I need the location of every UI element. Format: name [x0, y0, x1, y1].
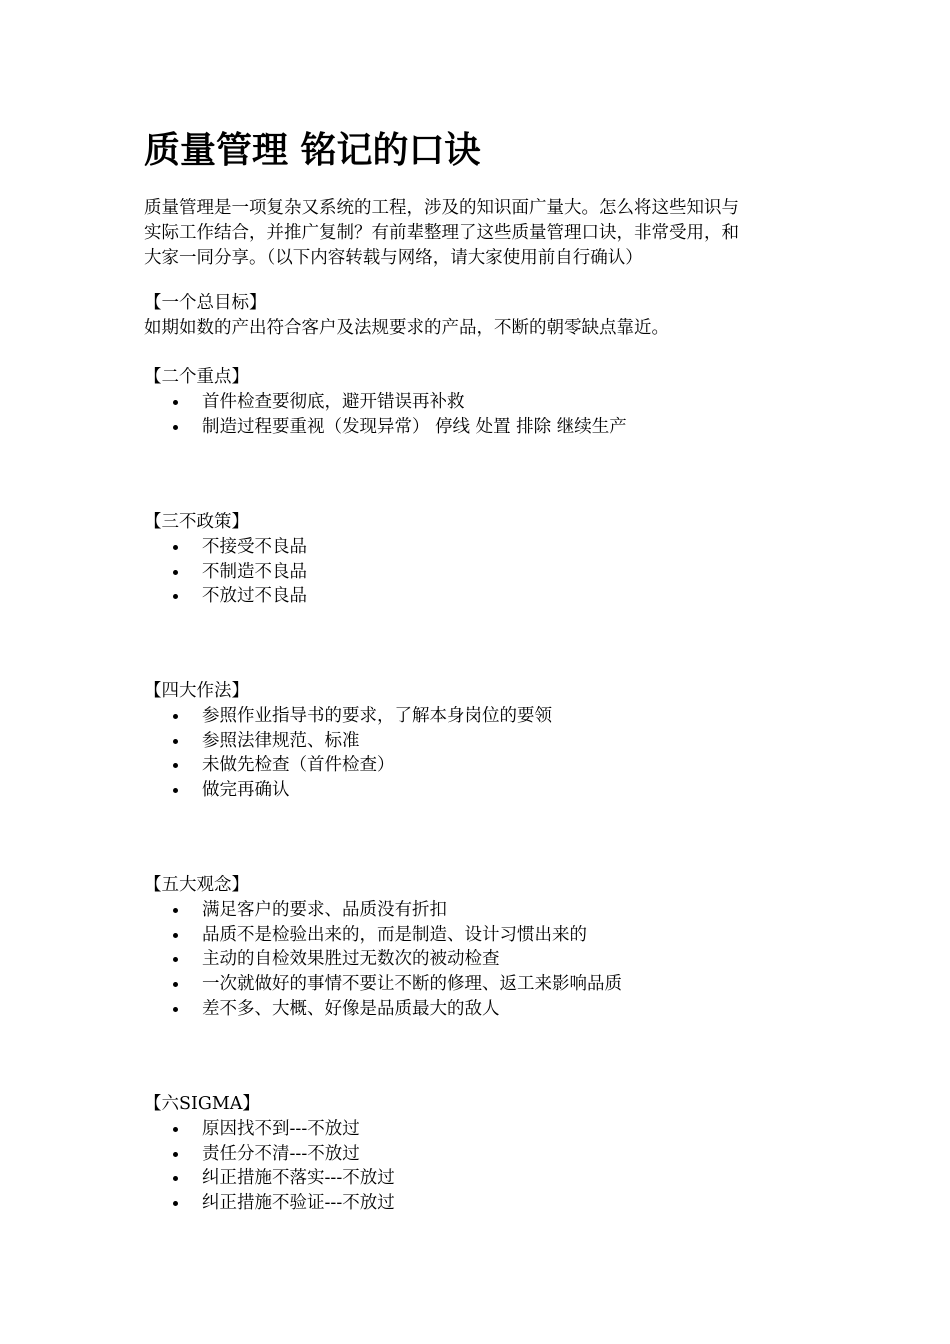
- bullet-icon: [173, 739, 178, 744]
- bullet-icon: [173, 570, 178, 575]
- bullet-icon: [173, 425, 178, 430]
- list-item: [144, 1117, 824, 1142]
- bullet-icon: [173, 908, 178, 913]
- list-item-text: 制造过程要重视（发现异常） 停线 处置 排除 继续生产: [202, 416, 627, 437]
- list-item-text: 不制造不良品: [202, 561, 307, 582]
- bullet-icon: [173, 1152, 178, 1157]
- bullet-icon: [173, 545, 178, 550]
- bullet-list: [144, 390, 824, 439]
- list-item: [144, 997, 824, 1022]
- list-item: [144, 778, 824, 803]
- section-heading: 【二个重点】: [144, 367, 249, 387]
- bullet-icon: [173, 957, 178, 962]
- list-item: [144, 947, 824, 972]
- section-two-focus: [144, 365, 824, 439]
- list-item: [144, 1142, 824, 1167]
- list-item-text: 不接受不良品: [202, 537, 307, 557]
- list-item: [144, 704, 824, 729]
- list-item-text: 参照法律规范、标准: [202, 730, 360, 751]
- bullet-list: [144, 1117, 824, 1216]
- intro-line: 大家一同分享。（以下内容转载与网络，请大家使用前自行确认）: [144, 248, 643, 268]
- list-item: [144, 560, 824, 585]
- bullet-icon: [173, 933, 178, 938]
- list-item-text: 首件检查要彻底，避开错误再补救: [202, 392, 465, 412]
- bullet-icon: [173, 400, 178, 405]
- list-item: [144, 1191, 824, 1216]
- list-item-text: 责任分不清---不放过: [202, 1143, 360, 1164]
- bullet-list: [144, 704, 824, 803]
- section-four-methods: [144, 679, 824, 803]
- list-item-text: 纠正措施不落实---不放过: [202, 1168, 395, 1189]
- bullet-icon: [173, 788, 178, 793]
- section-one-goal: [144, 291, 824, 341]
- list-item-text: 满足客户的要求、品质没有折扣: [202, 900, 447, 920]
- list-item-text: 原因找不到---不放过: [202, 1119, 360, 1139]
- list-item-text: 不放过不良品: [202, 586, 307, 607]
- section-text: 如期如数的产出符合客户及法规要求的产品，不断的朝零缺点靠近。: [144, 318, 669, 338]
- list-item-text: 一次就做好的事情不要让不断的修理、返工来影响品质: [202, 974, 622, 995]
- list-item: [144, 753, 824, 778]
- bullet-icon: [173, 1201, 178, 1206]
- list-item: [144, 1166, 824, 1191]
- list-item: [144, 390, 824, 415]
- bullet-icon: [173, 763, 178, 768]
- bullet-icon: [173, 1127, 178, 1132]
- intro-line: 质量管理是一项复杂又系统的工程，涉及的知识面广量大。怎么将这些知识与: [144, 198, 739, 218]
- list-item: [144, 898, 824, 923]
- section-three-policy: [144, 510, 824, 609]
- list-item-text: 参照作业指导书的要求，了解本身岗位的要领: [202, 706, 552, 726]
- section-heading: 【四大作法】: [144, 681, 249, 701]
- bullet-list: [144, 535, 824, 609]
- list-item: [144, 729, 824, 754]
- section-five-concepts: [144, 873, 824, 1022]
- list-item: [144, 972, 824, 997]
- section-heading: 【一个总目标】: [144, 293, 267, 313]
- section-heading: 【五大观念】: [144, 875, 249, 895]
- list-item-text: 纠正措施不验证---不放过: [202, 1193, 395, 1214]
- bullet-icon: [173, 1176, 178, 1181]
- intro-paragraph: [144, 196, 824, 271]
- list-item: [144, 535, 824, 560]
- document-title: 质量管理 铭记的口诀: [144, 129, 481, 171]
- list-item-text: 品质不是检验出来的，而是制造、设计习惯出来的: [202, 924, 587, 945]
- section-six-sigma: [144, 1092, 824, 1216]
- bullet-icon: [173, 982, 178, 987]
- bullet-list: [144, 898, 824, 1022]
- list-item: [144, 584, 824, 609]
- bullet-icon: [173, 1007, 178, 1012]
- list-item-text: 差不多、大概、好像是品质最大的敌人: [202, 998, 500, 1019]
- list-item-text: 做完再确认: [202, 780, 290, 801]
- list-item: [144, 923, 824, 948]
- section-heading: 【三不政策】: [144, 512, 249, 532]
- section-heading: 【六SIGMA】: [144, 1094, 260, 1114]
- list-item: [144, 415, 824, 440]
- bullet-icon: [173, 714, 178, 719]
- bullet-icon: [173, 594, 178, 599]
- list-item-text: 未做先检查（首件检查）: [202, 755, 395, 776]
- list-item-text: 主动的自检效果胜过无数次的被动检查: [202, 949, 500, 970]
- intro-line: 实际工作结合，并推广复制？有前辈整理了这些质量管理口诀，非常受用，和: [144, 223, 739, 243]
